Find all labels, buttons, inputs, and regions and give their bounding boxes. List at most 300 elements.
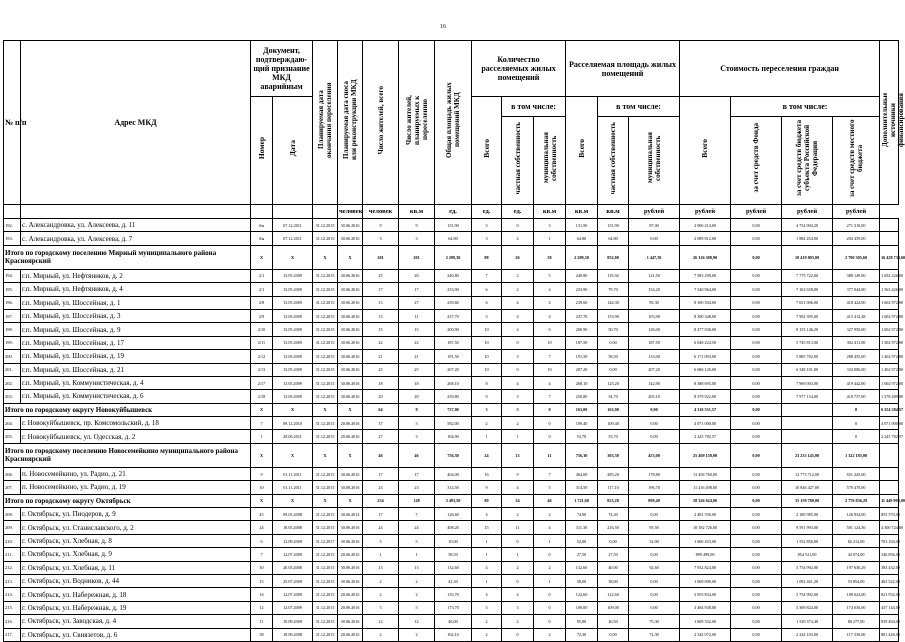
value-cell: 07.12.2011 [273, 219, 313, 232]
value-cell: 6 048 224,50 [680, 336, 731, 349]
value-cell: 0 [534, 417, 566, 430]
col-cost-group-header: Стоимость переселения граждан [680, 41, 880, 97]
value-cell: 26 [502, 245, 534, 269]
address-cell: г. Октябрьск, ул. Хлебная, д. 8 [21, 534, 251, 547]
value-cell: 3 [363, 232, 399, 245]
address-cell: г.п. Мирный, ул. Шоссейная, д. 21 [21, 363, 251, 376]
value-cell: 2 245 782,57 [680, 430, 731, 443]
value-cell: 408,20 [435, 521, 472, 534]
address-cell: г.п. Мирный, ул. Шоссейная, д. 19 [21, 350, 251, 363]
value-cell: 17 [399, 283, 435, 296]
row-number: 213. [4, 574, 21, 587]
col-cost-incl-header: в том числе: [731, 97, 880, 117]
value-cell: 131,90 [598, 219, 629, 232]
value-cell: 2 [502, 561, 534, 574]
value-cell: 3 [502, 601, 534, 614]
value-cell: 31.12.2015 [313, 430, 338, 443]
value-cell: 13 [399, 561, 435, 574]
value-cell: 74,90 [566, 508, 598, 521]
col-no-header: № п/п [4, 41, 21, 205]
col-residents-total-header: Число жителей, всего [376, 85, 385, 155]
value-cell: 12 [363, 615, 399, 628]
value-cell: 12 [399, 615, 435, 628]
value-cell: 0,00 [731, 481, 782, 494]
value-cell: 75,30 [629, 615, 680, 628]
value-cell: 1 447,50 [629, 245, 680, 269]
table-row [4, 309, 899, 322]
value-cell: 174 036,00 [833, 601, 880, 614]
value-cell: 4 [472, 561, 502, 574]
value-cell: 10,00 [435, 534, 472, 547]
value-cell: 6 254 384,57 [880, 403, 899, 416]
value-cell: 0,00 [598, 336, 629, 349]
value-cell: 79,70 [598, 283, 629, 296]
value-cell: 46 [363, 443, 399, 467]
value-cell: 8 388 693,00 [680, 376, 731, 389]
value-cell: 288 455,00 [833, 350, 880, 363]
value-cell: 30.06.2016 [338, 521, 363, 534]
value-cell: 1 [251, 430, 273, 443]
value-cell: 13.05.2009 [273, 390, 313, 403]
value-cell: X [313, 245, 338, 269]
value-cell: 201 [399, 245, 435, 269]
value-cell: 3 955 834,00 [680, 588, 731, 601]
row-number: 199. [4, 336, 21, 349]
value-cell: 30.06.2016 [338, 283, 363, 296]
value-cell: 388 149,00 [833, 269, 880, 282]
value-cell: 233,90 [435, 283, 472, 296]
value-cell: 0,00 [731, 588, 782, 601]
table-row [4, 467, 899, 480]
value-cell: 07.12.2011 [273, 232, 313, 245]
value-cell: 0,00 [731, 283, 782, 296]
value-cell: 418 424,00 [833, 296, 880, 309]
col-residents-planned-header: Число жителей, планируемых к переселению [404, 95, 429, 145]
value-cell: 823,20 [598, 494, 629, 507]
value-cell: 1 278 280,00 [880, 390, 899, 403]
value-cell: 1 602 972,00 [880, 309, 899, 322]
value-cell: 3 493,50 [435, 494, 472, 507]
row-number: 217. [4, 628, 21, 641]
value-cell: 22 [399, 336, 435, 349]
value-cell: 0,00 [731, 534, 782, 547]
value-cell: 268,10 [435, 376, 472, 389]
value-cell: 1 602 972,00 [880, 323, 899, 336]
value-cell: 31.12.2015 [313, 269, 338, 282]
value-cell: 3 [399, 417, 435, 430]
value-cell: 0,00 [629, 508, 680, 521]
value-cell: 250,80 [435, 390, 472, 403]
value-cell: 31.12.2017 [313, 534, 338, 547]
address-cell: г.п. Мирный, ул. Нефтяников, д. 2 [21, 269, 251, 282]
value-cell: 13 494 760,00 [680, 467, 731, 480]
table-row [4, 376, 899, 389]
value-cell: 187,50 [566, 336, 598, 349]
table-row [4, 534, 899, 547]
value-cell: 250,80 [566, 390, 598, 403]
address-cell: г. Новокуйбышевск, ул. Одесская, д. 2 [21, 430, 251, 443]
value-cell: 109,00 [598, 601, 629, 614]
value-cell: 31.12.2015 [313, 601, 338, 614]
address-cell: г. Новокуйбышевск, пр. Комсомольский, д. 18 [21, 417, 251, 430]
value-cell: 2 299,30 [435, 245, 472, 269]
value-cell: 703 104,00 [880, 534, 899, 547]
value-cell [782, 403, 833, 416]
address-cell: г. Октябрьск, ул. Водников, д. 44 [21, 574, 251, 587]
address-cell: с. Александровка, ул. Алексеева, д. 7 [21, 232, 251, 245]
value-cell: 3 [472, 403, 502, 416]
value-cell: 0 [502, 534, 534, 547]
value-cell: X [273, 403, 313, 416]
unit-cell: ед. [472, 205, 502, 219]
value-cell: 4 [502, 588, 534, 601]
value-cell: 8 [399, 403, 435, 416]
row-number: 215. [4, 601, 21, 614]
value-cell: 126,00 [629, 323, 680, 336]
value-cell: 30.06.2016 [338, 350, 363, 363]
value-cell: 5 [534, 481, 566, 494]
value-cell: 2 [502, 232, 534, 245]
value-cell: 7 [399, 508, 435, 521]
subtotal-row [4, 245, 899, 269]
value-cell: 233,90 [566, 283, 598, 296]
row-number: 209. [4, 521, 21, 534]
value-cell: 31.12.2015 [313, 376, 338, 389]
value-cell: 72,30 [629, 628, 680, 641]
value-cell: 58 [534, 245, 566, 269]
value-cell: 34 [502, 494, 534, 507]
value-cell: 197 636,29 [833, 561, 880, 574]
value-cell: 52,00 [566, 534, 598, 547]
address-cell: г.п. Мирный, ул. Шоссейная, д. 17 [21, 336, 251, 349]
value-cell: 240,80 [435, 269, 472, 282]
value-cell: 3 [534, 219, 566, 232]
value-cell: 131,90 [566, 219, 598, 232]
value-cell: 31.12.2015 [313, 508, 338, 521]
value-cell: 4 [534, 283, 566, 296]
value-cell: 54,70 [598, 390, 629, 403]
value-cell: 216,50 [598, 521, 629, 534]
value-cell: 0 [833, 430, 880, 443]
value-cell: 4 [502, 309, 534, 322]
value-cell: 102,10 [435, 628, 472, 641]
value-cell: 15 [363, 323, 399, 336]
value-cell: 1 [472, 430, 502, 443]
value-cell: 191,50 [435, 350, 472, 363]
value-cell: 2 [534, 561, 566, 574]
value-cell: 20,50 [598, 615, 629, 628]
value-cell: 24 [472, 443, 502, 467]
table-row [4, 350, 899, 363]
value-cell: 30.06.2016 [338, 574, 363, 587]
col-count-private-header: частная собственность [513, 121, 522, 195]
value-cell: 2/11 [251, 336, 273, 349]
value-cell: 7 [534, 467, 566, 480]
value-cell: 18.09.2008 [273, 628, 313, 641]
value-cell: 30.06.2016 [338, 376, 363, 389]
value-cell: 27 [363, 430, 399, 443]
value-cell: X [273, 494, 313, 507]
address-cell: г. Октябрьск, ул. Хлебная, д. 9 [21, 548, 251, 561]
value-cell: 0,00 [731, 232, 782, 245]
value-cell: 12.07.2009 [273, 588, 313, 601]
table-row [4, 508, 899, 521]
col-doc-group-header: Документ, подтверждаю-щий признание МКД аварийным [251, 41, 313, 97]
value-cell: 11 [251, 615, 273, 628]
value-cell: 6 [534, 323, 566, 336]
value-cell: 95,50 [629, 521, 680, 534]
value-cell: 13.05.2009 [273, 363, 313, 376]
value-cell: 4 071 000,00 [880, 417, 899, 430]
value-cell: 8 [472, 376, 502, 389]
row-number: 207. [4, 481, 21, 494]
value-cell: 20.05.2008 [273, 561, 313, 574]
value-cell: 11 449 998,00 [880, 494, 899, 507]
value-cell [880, 467, 899, 480]
value-cell: 0,00 [731, 219, 782, 232]
row-number: 202. [4, 376, 21, 389]
value-cell: 31.12.2015 [313, 521, 338, 534]
value-cell: 132,60 [435, 561, 472, 574]
value-cell: 0,00 [731, 296, 782, 309]
value-cell: 0 [534, 601, 566, 614]
value-cell: 23 [363, 481, 399, 494]
address-cell: г. Октябрьск, ул. Пиодеров, д. 9 [21, 508, 251, 521]
value-cell: 200,90 [435, 323, 472, 336]
value-cell: 15 [399, 323, 435, 336]
value-cell: 2 [399, 588, 435, 601]
value-cell: X [273, 245, 313, 269]
value-cell: 109,40 [598, 417, 629, 430]
value-cell: 2/18 [251, 390, 273, 403]
value-cell: 7 [251, 548, 273, 561]
value-cell: 10 [251, 481, 273, 494]
value-cell: 9 [472, 481, 502, 494]
value-cell: 2/12 [251, 350, 273, 363]
value-cell: 7 775 722,00 [782, 269, 833, 282]
table-row [4, 628, 899, 641]
value-cell: 3 [472, 601, 502, 614]
value-cell: 0,00 [629, 430, 680, 443]
value-cell: 2/10 [251, 323, 273, 336]
row-number: 205. [4, 430, 21, 443]
value-cell: 10 [472, 350, 502, 363]
value-cell [782, 417, 833, 430]
value-cell: 13.05.2009 [273, 323, 313, 336]
value-cell: 12 773 712,00 [782, 467, 833, 480]
value-cell: 109,40 [566, 417, 598, 430]
value-cell: 27 [399, 296, 435, 309]
value-cell: 2/17 [251, 376, 273, 389]
value-cell: 5 [534, 269, 566, 282]
value-cell: 6 [472, 283, 502, 296]
value-cell: 13 [363, 309, 399, 322]
address-cell: г.п. Мирный, ул. Коммунистическая, д. 6 [21, 390, 251, 403]
value-cell: X [251, 443, 273, 467]
value-cell: 2 [534, 296, 566, 309]
value-cell: 207,20 [435, 363, 472, 376]
table-row [4, 601, 899, 614]
value-cell: 31.12.2015 [313, 574, 338, 587]
table-row [4, 232, 899, 245]
value-cell: 11 416 498,00 [680, 481, 731, 494]
value-cell: 383 432,00 [880, 561, 899, 574]
subtotal-label: Итого по городскому поселению Мирный муниципального района Красноярский [4, 245, 251, 269]
value-cell: 0 [502, 336, 534, 349]
value-cell: 5 745 813,00 [782, 336, 833, 349]
value-cell: 582,00 [435, 417, 472, 430]
value-cell: 196,70 [629, 481, 680, 494]
value-cell: 38,00 [598, 574, 629, 587]
value-cell: 31.12.2015 [313, 363, 338, 376]
table-row [4, 323, 899, 336]
value-cell: 31.12.2015 [313, 628, 338, 641]
value-cell: 285,20 [598, 467, 629, 480]
value-cell: 0 [534, 548, 566, 561]
value-cell: 53,70 [566, 430, 598, 443]
row-number: 196. [4, 296, 21, 309]
value-cell: 314,50 [566, 481, 598, 494]
value-cell: 44 974,00 [833, 548, 880, 561]
col-area-incl-header: в том числе: [598, 97, 680, 117]
value-cell: 01.11.2011 [273, 481, 313, 494]
value-cell: 3 309 824,00 [782, 601, 833, 614]
value-cell: 13.05.2009 [273, 336, 313, 349]
value-cell: 0,00 [731, 390, 782, 403]
value-cell: 0 [534, 588, 566, 601]
value-cell: 7 163 658,00 [782, 283, 833, 296]
value-cell: 21 [363, 350, 399, 363]
value-cell: 0,00 [731, 443, 782, 467]
value-cell: 42,30 [435, 574, 472, 587]
value-cell: 7 [472, 269, 502, 282]
value-cell: 3 [502, 403, 534, 416]
table-row [4, 574, 899, 587]
col-planned-demolition-header: Планируемая дата сноса или реконструкции МКД [342, 79, 359, 161]
value-cell: 4 [502, 481, 534, 494]
value-cell: 6 348 101,00 [782, 363, 833, 376]
value-cell: 3 [472, 219, 502, 232]
unit-cell: рублей [782, 205, 833, 219]
value-cell: 7 932 824,00 [680, 561, 731, 574]
value-cell: 31.12.2015 [313, 390, 338, 403]
value-cell: 7 902 395,00 [782, 309, 833, 322]
col-address-header: Адрес МКД [21, 41, 251, 205]
value-cell: X [338, 494, 363, 507]
value-cell: 0,00 [731, 615, 782, 628]
value-cell: 1 [472, 548, 502, 561]
value-cell: 46 [399, 443, 435, 467]
value-cell: 30.06.2016 [338, 561, 363, 574]
row-number: 197. [4, 309, 21, 322]
value-cell: 126 934,00 [833, 508, 880, 521]
col-count-group-header: Количество расселяемых жилых помещений [472, 41, 566, 97]
value-cell: 189 624,00 [833, 588, 880, 601]
address-cell: г.п. Мирный, ул. Коммунистическая, д. 4 [21, 376, 251, 389]
value-cell: 1 092 461,20 [782, 574, 833, 587]
value-cell: 37 [363, 417, 399, 430]
value-cell: 23 233 145,00 [782, 443, 833, 467]
value-cell: 31.12.2015 [313, 309, 338, 322]
value-cell: 12.09.2009 [273, 534, 313, 547]
value-cell: 1 884 454,00 [782, 232, 833, 245]
value-cell: 3 [472, 232, 502, 245]
value-cell: 10 [534, 363, 566, 376]
value-cell: 464,00 [435, 467, 472, 480]
value-cell: 38,00 [566, 574, 598, 587]
address-cell: г. Октябрьск, ул. Свиязетов, д. 6 [21, 628, 251, 641]
table-row [4, 283, 899, 296]
table-row [4, 615, 899, 628]
value-cell: 31.12.2015 [313, 219, 338, 232]
table-row [4, 296, 899, 309]
value-cell: 31.12.2015 [313, 283, 338, 296]
value-cell: 4 [534, 521, 566, 534]
value-cell: 2 [363, 574, 399, 587]
value-cell: 31.12.2015 [313, 296, 338, 309]
address-cell: г.п. Мирный, ул. Шоссейная, д. 3 [21, 309, 251, 322]
value-cell: 12.07.2009 [273, 548, 313, 561]
value-cell: 9 [251, 467, 273, 480]
value-cell: 0 [833, 403, 880, 416]
value-cell: 12 [251, 601, 273, 614]
value-cell: 35 159 780,00 [782, 494, 833, 507]
value-cell: 0,00 [629, 588, 680, 601]
value-cell: 30.06.2016 [338, 296, 363, 309]
value-cell: 1 606 453,00 [680, 534, 731, 547]
value-cell: 3 [502, 390, 534, 403]
value-cell: 30.06.2016 [338, 323, 363, 336]
value-cell: 26 126 308,90 [680, 245, 731, 269]
value-cell: 205,10 [629, 390, 680, 403]
col-count-municipal-header: муниципальная собственность [541, 132, 558, 184]
value-cell: 2/1 [251, 269, 273, 282]
unit-cell: рублей [680, 205, 731, 219]
value-cell: 0 [502, 219, 534, 232]
value-cell: 31.12.2015 [313, 350, 338, 363]
value-cell: 7 [534, 390, 566, 403]
value-cell: 25 [363, 269, 399, 282]
value-cell: 187,50 [629, 336, 680, 349]
value-cell: X [251, 245, 273, 269]
value-cell: 0,00 [731, 601, 782, 614]
value-cell: 18 [363, 376, 399, 389]
address-cell: г.п. Мирный, ул. Шоссейная, д. 9 [21, 323, 251, 336]
value-cell: 80 [472, 494, 502, 507]
value-cell: 237,70 [566, 309, 598, 322]
value-cell: 10 419 803,00 [782, 245, 833, 269]
value-cell: 7 [251, 417, 273, 430]
value-cell: 237,70 [435, 309, 472, 322]
value-cell: 239,60 [435, 296, 472, 309]
value-cell: 4 [472, 508, 502, 521]
value-cell: 30.08.2016 [338, 481, 363, 494]
value-cell: 4 [534, 376, 566, 389]
page-number: 16 [440, 24, 446, 30]
value-cell: 187,50 [435, 336, 472, 349]
table-row [4, 588, 899, 601]
value-cell: 418 737,00 [833, 390, 880, 403]
value-cell: 0,00 [731, 521, 782, 534]
col-cost-fund-header: за счет средств Фонда [752, 123, 761, 193]
value-cell: 87,00 [629, 219, 680, 232]
value-cell: 4 [502, 296, 534, 309]
value-cell: 17 [399, 467, 435, 480]
address-cell: п. Новосемейкино, ул. Радио, д. 19 [21, 481, 251, 494]
value-cell: 899 499,00 [680, 548, 731, 561]
value-cell: 6 [251, 534, 273, 547]
value-cell: 303,30 [598, 443, 629, 467]
